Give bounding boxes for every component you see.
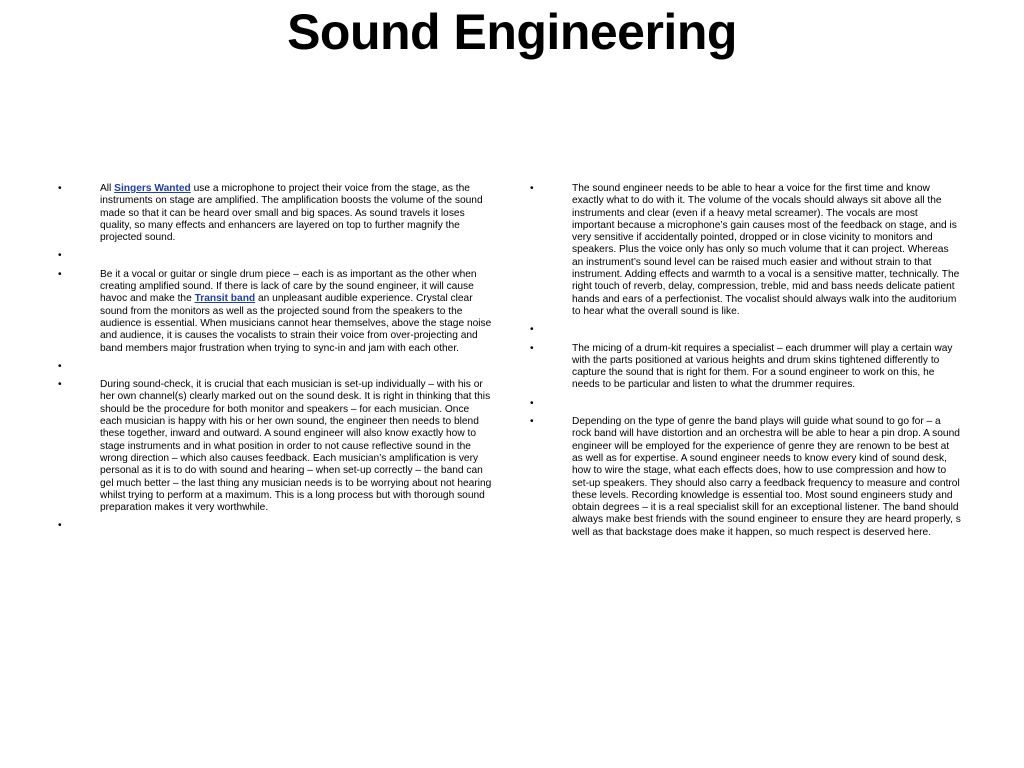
paragraph-text: Be it a vocal or guitar or single drum piece – each is as important as the other when creating amplified sound. If there is lack of care by the sound engineer, it will cause havoc and make the Transit band an unpleasant audible experience. Crystal clear sound from the monitors as well as the projected sound from the speakers to the audience is essential. When musicians cannot hear themselves, above the stage noise and audience, it is causes the vocalists to strain their voice from over-projecting and band members major frustration when trying to sync-in and jam with each other. [100,268,492,354]
list-item-empty [58,250,494,262]
list-item [58,269,494,355]
bullet-icon: • [58,520,62,532]
bullet-icon: • [58,379,62,391]
list-item [58,183,494,244]
bullet-icon: • [530,342,534,354]
left-column-list [58,183,494,539]
paragraph-text: All Singers Wanted use a microphone to project their voice from the stage, as the instruments on stage are amplified. The amplification boosts the volume of the sound made so that it can be heard over small and big spaces. As sound travels it loses quality, so many effects and enhancers are layered on top to further magnify the projected sound. [100,183,483,244]
paragraph-text: During sound-check, it is crucial that each musician is set-up individually – with his or her own channel(s) clearly marked out on the sound desk. It is right in thinking that this should be the procedure for both monitor and speakers – for each musician. Once each musician is happy with his or her own sound, the engineer then needs to blend these together, inward and outward. A sound engineer will also know exactly how to stage instruments and in what position in order to not cause reflective sound in the wrong direction – which also causes feedback. Each musician’s amplification is very personal as it is to do with sound and hearing – when set-up correctly – the band can gel much better – the last thing any musician needs is to be worrying about not hearing whilst trying to perform at a maximum. This is a long process but with thorough sound preparation makes it very worthwhile. [100,379,492,514]
bullet-icon: • [58,360,62,372]
bullet-icon: • [530,397,534,409]
list-item-empty [530,398,962,410]
list-item [530,416,962,539]
list-item-empty [530,324,962,336]
list-item-empty [58,520,494,532]
bullet-icon: • [58,183,62,194]
list-item [58,379,494,514]
bullet-icon: • [530,324,534,336]
list-item [530,343,962,392]
paragraph-text: Depending on the type of genre the band plays will guide what sound to go for – a rock band will have distortion and an orchestra will be able to hear a pin drop. A sound engineer will be employed for the experience of genre they are renown to be best at as well as for expertise. A sound engineer needs to know every kind of sound desk, how to wire the stage, what each effects does, how to use compression and how to set-up speakers. They should also carry a feedback frequency to measure and control these levels. Recording knowledge is essential too. Most sound engineers study and obtain degrees – it is a real specialist skill for an exceptional listener. The band should always make best friends with the sound engineer to ensure they are heard properly, s well as that backstage does make it happen, so much respect is deserved here. [572,416,961,538]
singers-wanted-link[interactable]: Singers Wanted [114,183,191,194]
bullet-icon: • [530,416,534,428]
bullet-icon: • [58,268,62,280]
slide-title: Sound Engineering [287,4,737,60]
bullet-icon: • [58,250,62,262]
paragraph-text: The micing of a drum-kit requires a specialist – each drummer will play a certain way with the parts positioned at various heights and drum skins tightened differently to capture the sound that is right for them. For a sound engineer to work on this, he needs to be particular and listen to what the drummer requires. [572,342,953,391]
transit-band-link[interactable]: Transit band [194,293,256,305]
list-item [530,183,962,318]
list-item-empty [58,361,494,373]
bullet-icon: • [530,183,534,194]
right-column-list [530,183,962,545]
paragraph-text: The sound engineer needs to be able to hear a voice for the first time and know exactly what to do with it. The volume of the vocals should always sit above all the instruments and clear (even if a heavy metal screamer). The vocals are most important because a microphone’s gain causes most of the feedback on stage, and is very sensitive if accidentally pointed, dropped or in close vicinity to monitors and speakers. Plus the voice only has only so much volume that it can project. Whereas an instrument’s sound level can be raised much easier and without strain to that instrument. Adding effects and warmth to a vocal is a sensitive matter, technically. The right touch of reverb, delay, compression, treble, mid and bass needs delicate patient hands and ears of a perfectionist. The vocalist should always walk into the auditorium to hear what the overall sound is like. [572,183,960,317]
